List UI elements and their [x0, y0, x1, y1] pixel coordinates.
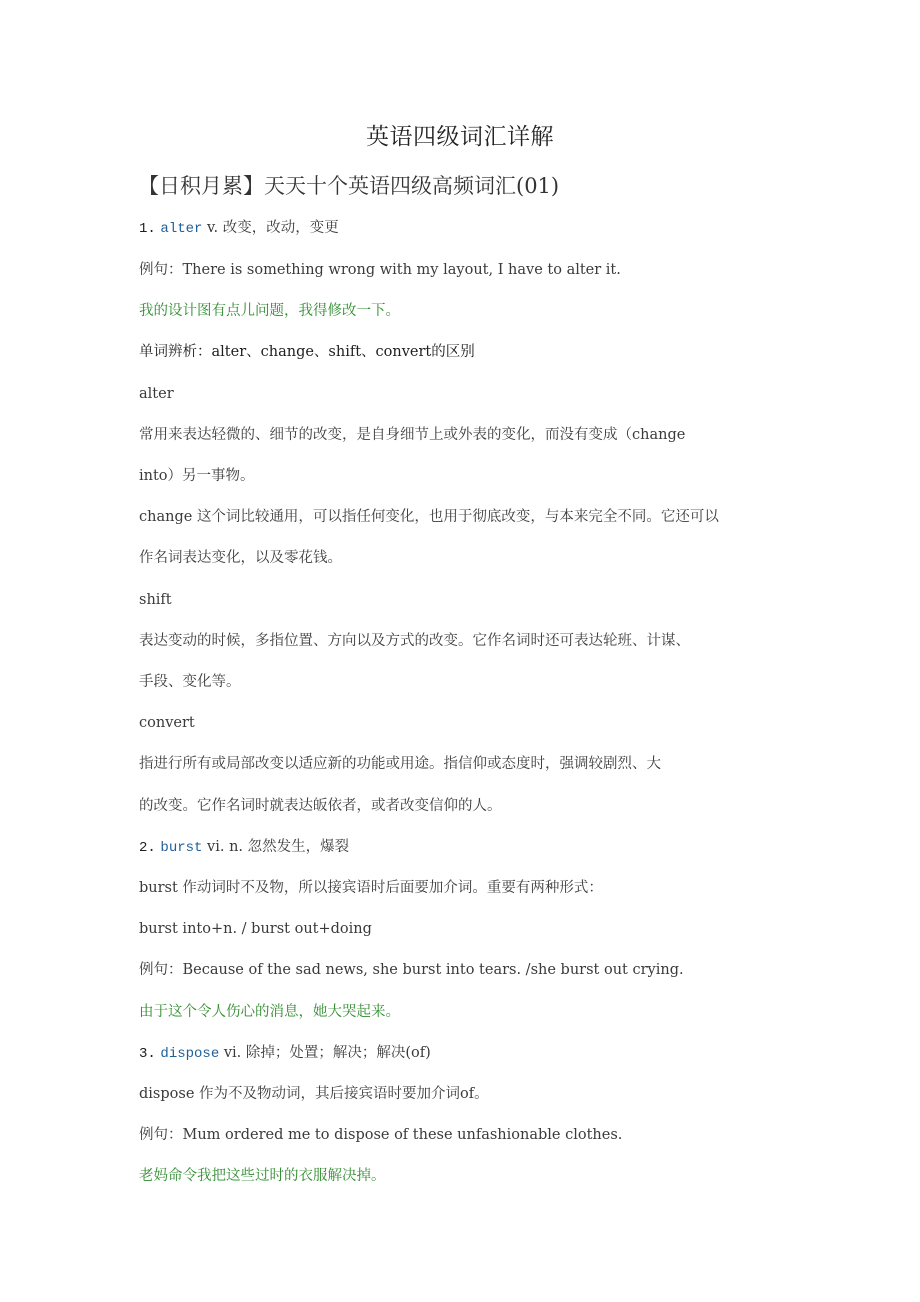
entry-definition: vi. 除掉；处置；解决；解决(of)	[223, 1045, 431, 1061]
analysis-line: 表达变动的时候，多指位置、方向以及方式的改变。它作名词时还可表达轮班、计谋、	[139, 633, 690, 649]
entry-3-example: 例句：Mum ordered me to dispose of these unfashionable clothes.	[139, 1127, 623, 1143]
section-heading: 【日积月累】天天十个英语四级高频词汇(01)	[138, 174, 560, 198]
analysis-line: 指进行所有或局部改变以适应新的功能或用途。指信仰或态度时，强调较剧烈、大	[139, 756, 661, 772]
entry-2-note: burst 作动词时不及物，所以接宾语时后面要加介词。重要有两种形式：	[139, 880, 603, 896]
analysis-line: change 这个词比较通用，可以指任何变化，也用于彻底改变，与本来完全不同。它还可以	[139, 509, 719, 525]
document-title: 英语四级词汇详解	[366, 124, 554, 150]
entry-1-example: 例句：There is something wrong with my layout, I have to alter it.	[139, 262, 621, 278]
entry-number: 2.	[139, 840, 156, 856]
entry-3-header	[139, 1044, 431, 1063]
entry-2-note: burst into+n. / burst out+doing	[139, 921, 372, 937]
entry-number: 3.	[139, 1046, 156, 1062]
analysis-line: 常用来表达轻微的、细节的改变，是自身细节上或外表的变化，而没有变成（change	[139, 427, 686, 443]
analysis-line: shift	[139, 592, 172, 608]
entry-word: dispose	[160, 1046, 220, 1062]
entry-2-header	[139, 838, 349, 857]
entry-1-header	[139, 219, 339, 238]
entry-2-translation: 由于这个令人伤心的消息，她大哭起来。	[139, 1004, 400, 1020]
entry-1-analysis-title: 单词辨析：alter、change、shift、convert的区别	[139, 344, 475, 360]
entry-definition: vi. n. 忽然发生，爆裂	[207, 839, 350, 855]
entry-word: alter	[160, 221, 203, 237]
analysis-line: 的改变。它作名词时就表达皈依者，或者改变信仰的人。	[139, 798, 502, 814]
entry-word: burst	[160, 840, 203, 856]
analysis-line: convert	[139, 715, 195, 731]
entry-3-translation: 老妈命令我把这些过时的衣服解决掉。	[139, 1168, 386, 1184]
entry-3-note: dispose 作为不及物动词，其后接宾语时要加介词of。	[139, 1086, 489, 1102]
entry-1-translation: 我的设计图有点儿问题，我得修改一下。	[139, 303, 400, 319]
analysis-line: alter	[139, 386, 174, 402]
entry-definition: v. 改变，改动，变更	[207, 220, 339, 236]
analysis-line: into）另一事物。	[139, 468, 255, 484]
entry-number: 1.	[139, 221, 156, 237]
entry-2-example: 例句：Because of the sad news, she burst into tears. /she burst out crying.	[139, 962, 684, 978]
analysis-line: 作名词表达变化，以及零花钱。	[139, 550, 342, 566]
analysis-line: 手段、变化等。	[139, 674, 241, 690]
